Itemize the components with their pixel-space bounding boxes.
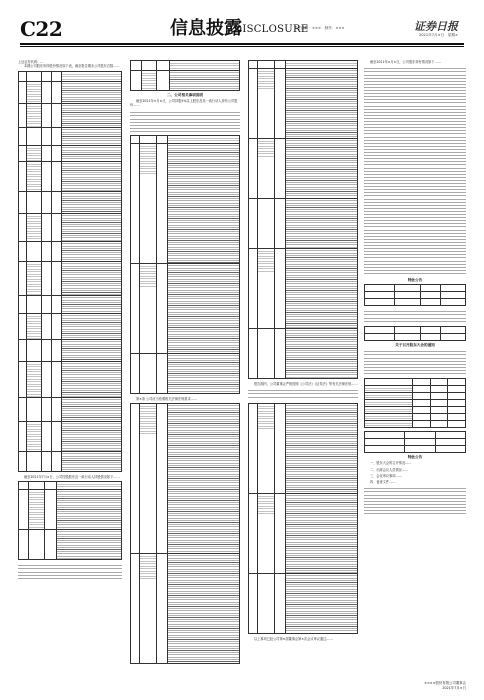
- text-block: [18, 563, 122, 579]
- masthead: [20, 18, 464, 44]
- shareholder-table: [18, 71, 122, 472]
- newspaper-brand: 证券日报: [414, 20, 458, 33]
- paragraph: 一、股东大会的召开情况……: [370, 461, 412, 466]
- text-block: [364, 309, 466, 323]
- top-table: [130, 60, 240, 91]
- section-subhead: 二、公司相关事项说明: [167, 93, 203, 97]
- editor-line: 责任编辑：××× 制作：×××: [294, 26, 345, 30]
- page-number: C22: [20, 17, 63, 41]
- header-rule: [20, 43, 464, 45]
- small-table: [364, 284, 466, 306]
- paragraph: 截至2021年7月×日，公司控股股东及一致行动人持股情况如下……: [24, 474, 120, 479]
- vote-table: [364, 431, 466, 453]
- proposal-table: [364, 378, 466, 428]
- section-title: 信息披露: [170, 18, 242, 39]
- section-subhead: 特此公告: [407, 278, 423, 283]
- header-rule-thin: [20, 46, 464, 47]
- paragraph: 三、会议审议事项……: [370, 473, 402, 478]
- holdings-table: [18, 481, 122, 560]
- text-block: [130, 110, 240, 132]
- text-block: [364, 349, 466, 375]
- paragraph: 本期公司股东所持股份情况如下表，截至报告期末公司股东总数……: [24, 64, 120, 69]
- header-meta: [294, 18, 464, 42]
- section-title-en: DISCLOSURE: [234, 24, 309, 35]
- paragraph: 二、出席会议人员情况……: [370, 467, 409, 472]
- text-block: [248, 388, 358, 400]
- section-subhead: 关于召开股东大会的通知: [395, 343, 435, 348]
- paragraph: 以上事项已经公司第×届董事会第×次会议审议通过……: [254, 637, 333, 642]
- issue-date: 2021年7月×日 星期×: [418, 33, 458, 37]
- continuation-table: [248, 403, 358, 634]
- text-block: [364, 66, 466, 276]
- signature-date: 2021年7月×日: [442, 686, 466, 690]
- signature-block: [424, 680, 466, 690]
- long-table: [248, 60, 358, 379]
- small-table: [364, 326, 466, 341]
- column-4: [364, 60, 466, 685]
- matters-table: [130, 135, 240, 394]
- column-3: [248, 60, 358, 685]
- paragraph: 报告期内，公司董事会严格按照《公司法》《证券法》等有关法律法规……: [254, 382, 358, 386]
- paragraph: 截至2021年×月×日，公司持股5%以上股东及其一致行动人持有公司股份……: [130, 99, 238, 108]
- section-subhead: 特此公告: [407, 455, 423, 460]
- column-2: [130, 60, 240, 685]
- table-title: 上证证券代码：…: [18, 60, 44, 64]
- signature: ××××股份有限公司董事会: [424, 681, 466, 685]
- lower-table: [130, 403, 240, 664]
- paragraph: 截至2021年×月×日，公司股东持有情况如下……: [370, 60, 441, 64]
- column-1: [18, 60, 122, 685]
- paragraph: 四、备查文件……: [370, 480, 396, 485]
- paragraph: 第×条 公司应当依照相关法律法规要求……: [136, 396, 198, 401]
- text-block: [364, 486, 466, 516]
